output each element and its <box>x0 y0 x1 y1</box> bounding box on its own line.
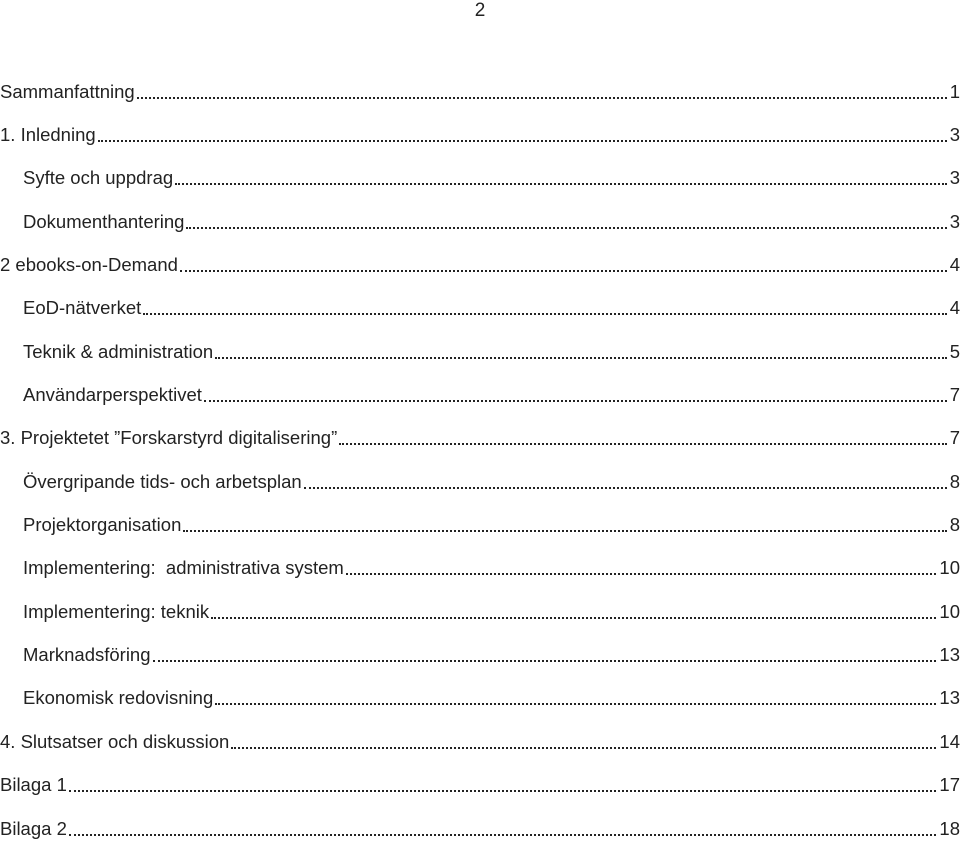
toc-entry-projektetet[interactable] <box>0 417 960 460</box>
toc-dot-leader <box>211 600 936 624</box>
toc-entry-page: 3 <box>949 124 960 146</box>
toc-entry-page: 3 <box>949 167 960 189</box>
toc-dot-leader <box>346 556 937 580</box>
toc-entry-overgripande-tids-och-arbetsplan[interactable] <box>0 460 960 503</box>
toc-entry-page: 1 <box>949 80 960 102</box>
toc-entry-title: Marknadsföring <box>23 644 151 666</box>
toc-entry-page: 13 <box>939 644 960 666</box>
toc-entry-page: 14 <box>939 730 960 752</box>
toc-entry-page: 13 <box>939 687 960 709</box>
toc-entry-title: Implementering: teknik <box>23 600 210 622</box>
toc-dot-leader <box>143 296 946 320</box>
toc-dot-leader <box>175 166 947 190</box>
toc-entry-title: 3. Projektetet ”Forskarstyrd digitalisering” <box>0 427 338 449</box>
toc-entry-title: Syfte och uppdrag <box>23 167 174 189</box>
toc-entry-page: 10 <box>939 557 960 579</box>
toc-dot-leader <box>204 383 947 407</box>
toc-entry-title: Användarperspektivet <box>23 384 202 406</box>
toc-entry-ekonomisk-redovisning[interactable] <box>0 677 960 720</box>
toc-dot-leader <box>215 340 946 364</box>
toc-entry-page: 18 <box>939 817 960 839</box>
toc-entry-eod-natverket[interactable] <box>0 287 960 330</box>
toc-dot-leader <box>137 80 947 104</box>
page-number: 2 <box>474 0 486 21</box>
toc-entry-implementering-administrativa-system[interactable] <box>0 547 960 590</box>
toc-dot-leader <box>153 643 937 667</box>
toc-entry-slutsatser-och-diskussion[interactable] <box>0 720 960 763</box>
toc-entry-title: Bilaga 2 <box>0 817 67 839</box>
toc-entry-title: Projektorganisation <box>23 514 182 536</box>
toc-entry-projektorganisation[interactable] <box>0 503 960 546</box>
toc-entry-page: 7 <box>949 427 960 449</box>
toc-entry-page: 4 <box>949 254 960 276</box>
toc-dot-leader <box>69 817 937 841</box>
toc-entry-title: 1. Inledning <box>0 124 96 146</box>
toc-dot-leader <box>339 426 946 450</box>
toc-entry-title: Implementering: administrativa system <box>23 557 344 579</box>
toc-dot-leader <box>186 210 946 234</box>
toc-entry-inledning[interactable] <box>0 113 960 156</box>
toc-dot-leader <box>180 253 947 277</box>
toc-entry-dokumenthantering[interactable] <box>0 200 960 243</box>
toc-entry-title: Övergripande tids- och arbetsplan <box>23 470 302 492</box>
toc-entry-title: Teknik & administration <box>23 340 214 362</box>
toc-entry-syfte-och-uppdrag[interactable] <box>0 157 960 200</box>
toc-dot-leader <box>304 470 947 494</box>
toc-entry-page: 8 <box>949 514 960 536</box>
toc-entry-page: 3 <box>949 210 960 232</box>
toc-dot-leader <box>69 773 937 797</box>
toc-entry-page: 8 <box>949 470 960 492</box>
table-of-contents <box>0 70 960 850</box>
toc-dot-leader <box>215 686 936 710</box>
toc-entry-page: 17 <box>939 774 960 796</box>
toc-entry-title: Bilaga 1 <box>0 774 67 796</box>
toc-dot-leader <box>231 730 936 754</box>
toc-entry-page: 5 <box>949 340 960 362</box>
toc-entry-title: Sammanfattning <box>0 80 135 102</box>
toc-entry-page: 10 <box>939 600 960 622</box>
toc-entry-title: 2 ebooks-on-Demand <box>0 254 178 276</box>
toc-entry-bilaga-1[interactable] <box>0 764 960 807</box>
toc-entry-page: 4 <box>949 297 960 319</box>
toc-entry-page: 7 <box>949 384 960 406</box>
toc-dot-leader <box>183 513 946 537</box>
toc-entry-title: 4. Slutsatser och diskussion <box>0 730 230 752</box>
toc-entry-teknik-administration[interactable] <box>0 330 960 373</box>
toc-entry-bilaga-2[interactable] <box>0 807 960 850</box>
toc-entry-title: Dokumenthantering <box>23 210 185 232</box>
toc-dot-leader <box>98 123 947 147</box>
toc-entry-implementering-teknik[interactable] <box>0 590 960 633</box>
toc-entry-marknadsforing[interactable] <box>0 633 960 676</box>
toc-entry-ebooks-on-demand[interactable] <box>0 243 960 286</box>
toc-entry-anvandarperspektivet[interactable] <box>0 373 960 416</box>
toc-entry-title: Ekonomisk redovisning <box>23 687 214 709</box>
toc-entry-sammanfattning[interactable] <box>0 70 960 113</box>
toc-entry-title: EoD-nätverket <box>23 297 142 319</box>
